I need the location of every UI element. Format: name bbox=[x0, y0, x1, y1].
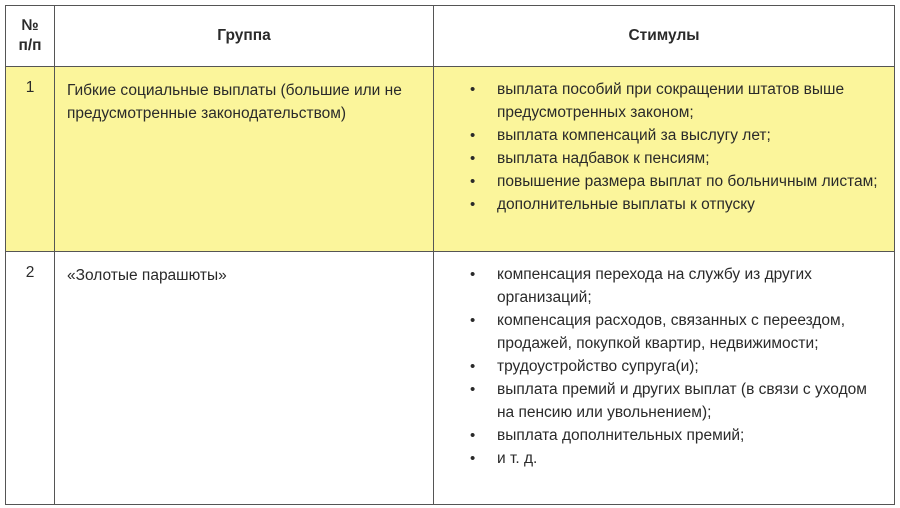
list-item bbox=[442, 124, 886, 147]
list-item-text: трудоустройство супруга(и); bbox=[497, 358, 699, 375]
bullet-icon: • bbox=[470, 81, 476, 98]
list-item-text: выплата надбавок к пенсиям; bbox=[497, 150, 710, 167]
list-item bbox=[442, 355, 886, 378]
list-item-text: выплата компенсаций за выслугу лет; bbox=[497, 127, 771, 144]
list-item bbox=[442, 78, 886, 124]
header-stimuli: Стимулы bbox=[434, 6, 895, 67]
list-item bbox=[442, 170, 886, 193]
stimuli-list bbox=[442, 263, 886, 470]
bullet-icon: • bbox=[470, 381, 476, 398]
bullet-icon: • bbox=[470, 127, 476, 144]
list-item bbox=[442, 447, 886, 470]
list-item-text: и т. д. bbox=[497, 450, 538, 467]
bullet-icon: • bbox=[470, 358, 476, 375]
table-row bbox=[6, 252, 895, 505]
list-item bbox=[442, 424, 886, 447]
list-item bbox=[442, 309, 886, 355]
bullet-icon: • bbox=[470, 312, 476, 329]
bullet-icon: • bbox=[470, 196, 476, 213]
row-number: 1 bbox=[6, 67, 55, 252]
bullet-icon: • bbox=[470, 150, 476, 167]
list-item-text: выплата дополнительных премий; bbox=[497, 427, 745, 444]
header-num-line1: № bbox=[21, 17, 39, 34]
list-item-text: повышение размера выплат по больничным листам; bbox=[497, 173, 878, 190]
list-item-text: дополнительные выплаты к отпуску bbox=[497, 196, 755, 213]
header-group: Группа bbox=[55, 6, 434, 67]
list-item-text: компенсация расходов, связанных с переездом, продажей, покупкой квартир, недвижимости; bbox=[497, 312, 846, 352]
group-cell: Гибкие социальные выплаты (большие или не предусмотренные законодательством) bbox=[55, 67, 434, 252]
header-num-line2: п/п bbox=[18, 37, 42, 54]
bullet-icon: • bbox=[470, 427, 476, 444]
list-item-text: компенсация перехода на службу из других организаций; bbox=[497, 266, 812, 306]
list-item bbox=[442, 263, 886, 309]
list-item bbox=[442, 378, 886, 424]
stimuli-cell bbox=[434, 67, 895, 252]
stimuli-list bbox=[442, 78, 886, 216]
list-item bbox=[442, 147, 886, 170]
bullet-icon: • bbox=[470, 266, 476, 283]
list-item bbox=[442, 193, 886, 216]
list-item-text: выплата премий и других выплат (в связи с уходом на пенсию или увольнением); bbox=[497, 381, 867, 421]
list-item-text: выплата пособий при сокращении штатов выше предусмотренных законом; bbox=[497, 81, 845, 121]
group-cell: «Золотые парашюты» bbox=[55, 252, 434, 505]
stimuli-table bbox=[5, 5, 895, 505]
header-num bbox=[6, 6, 55, 67]
table-row bbox=[6, 67, 895, 252]
row-number: 2 bbox=[6, 252, 55, 505]
bullet-icon: • bbox=[470, 173, 476, 190]
stimuli-cell bbox=[434, 252, 895, 505]
bullet-icon: • bbox=[470, 450, 476, 467]
header-row bbox=[6, 6, 895, 67]
